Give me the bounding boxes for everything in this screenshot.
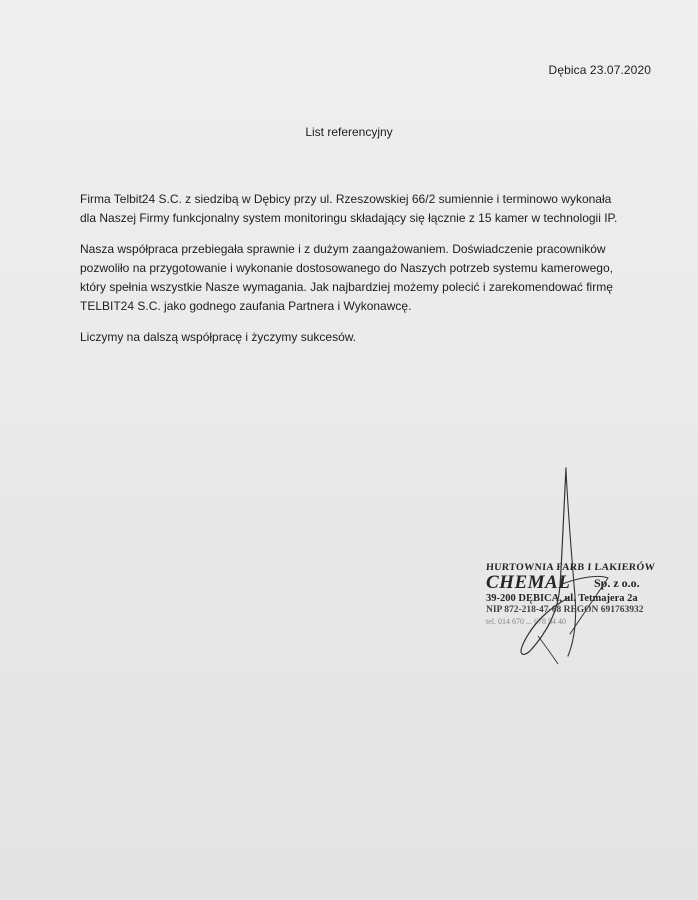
paragraph-line: Nasza współpraca przebiegała sprawnie i z dużym zaangażowaniem. Doświadczenie pracowników xyxy=(80,242,606,256)
stamp-company-name: CHEMAL xyxy=(486,572,571,593)
place-date: Dębica 23.07.2020 xyxy=(548,63,651,77)
letter-body xyxy=(80,190,655,359)
handwritten-signature xyxy=(478,466,668,666)
paragraph-line: TELBIT24 S.C. jako godnego zaufania Partnera i Wykonawcę. xyxy=(80,299,412,313)
stamp-company-suffix: Sp. z o.o. xyxy=(594,576,640,590)
stamp-address: 39-200 DĘBICA, ul. Tetmajera 2a xyxy=(486,593,638,604)
paragraph-line: dla Naszej Firmy funkcjonalny system monitoringu składający się łącznie z 15 kamer w technologii IP. xyxy=(80,211,618,225)
stamp-ids: NIP 872-218-47-68 REGON 691763932 xyxy=(486,605,644,615)
paragraph-line: Liczymy na dalszą współpracę i życzymy sukcesów. xyxy=(80,330,357,344)
paragraph-line: pozwoliło na przygotowanie i wykonanie dostosowanego do Naszych potrzeb systemu kamerowego, xyxy=(80,261,613,275)
stamp-line-company-type: HURTOWNIA FARB I LAKIERÓW xyxy=(485,562,656,573)
paragraph-3 xyxy=(80,328,655,347)
paragraph-1 xyxy=(80,190,655,228)
paragraph-line: który spełnia wszystkie Nasze wymagania. Jak najbardziej możemy polecić i zarekomendować firmę xyxy=(80,280,613,294)
company-stamp xyxy=(478,466,668,666)
stamp-phone: tel. 014 670 ... 678 54 40 xyxy=(486,617,566,626)
paragraph-2 xyxy=(80,240,655,316)
paragraph-line: Firma Telbit24 S.C. z siedzibą w Dębicy przy ul. Rzeszowskiej 66/2 sumiennie i terminowo wykonała xyxy=(80,192,612,206)
document-title: List referencyjny xyxy=(305,125,393,139)
